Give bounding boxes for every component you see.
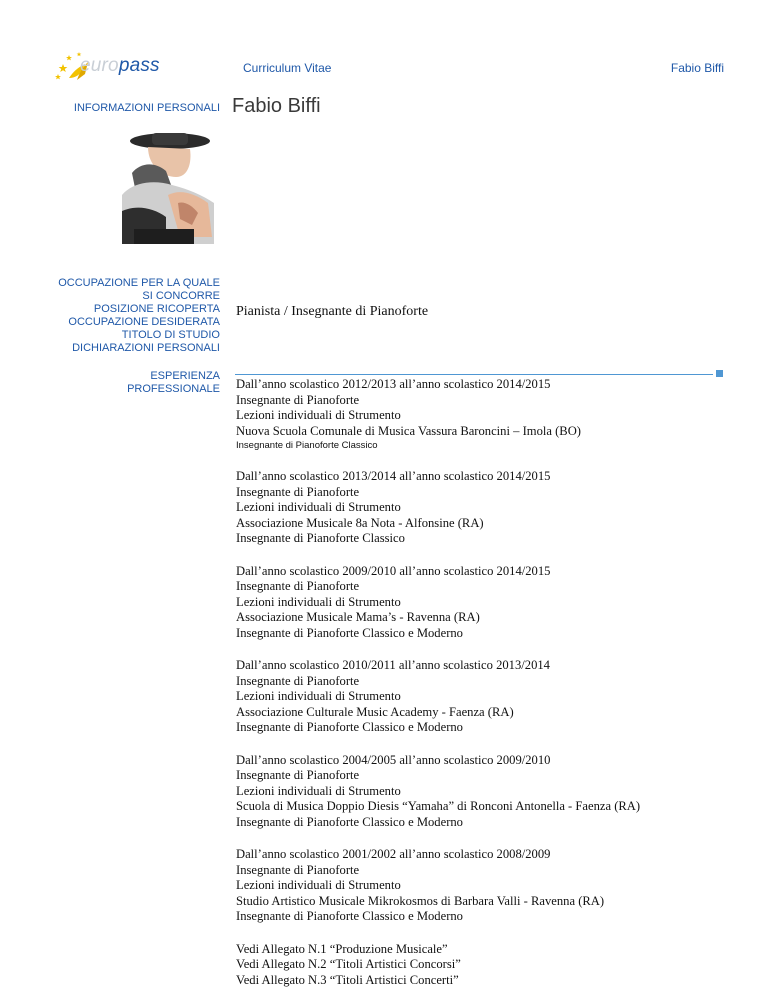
entry-activity: Lezioni individuali di Strumento	[236, 783, 401, 798]
entry-activity: Lezioni individuali di Strumento	[236, 408, 401, 422]
entry-role: Insegnante di Pianoforte	[236, 768, 360, 782]
entry-employer: Associazione Musicale 8a Nota - Alfonsine (RA)	[236, 515, 484, 530]
personal-info-label: INFORMAZIONI PERSONALI	[73, 102, 220, 114]
europass-wordmark	[80, 55, 160, 77]
experience-entry	[236, 469, 736, 547]
annex-item: Vedi Allegato N.3 “Titoli Artistici Concerti”	[236, 972, 459, 987]
occupation-label-1: OCCUPAZIONE PER LA QUALE	[58, 277, 220, 289]
entry-detail: Insegnante di Pianoforte Classico e Moderno	[236, 814, 463, 829]
entry-activity: Lezioni individuali di Strumento	[236, 689, 401, 703]
entry-employer: Associazione Musicale Mama’s - Ravenna (RA)	[236, 610, 480, 624]
entry-role: Insegnante di Pianoforte	[236, 673, 360, 688]
entry-activity: Lezioni individuali di Strumento	[236, 594, 401, 609]
occupation-label-2: SI CONCORRE	[142, 290, 220, 302]
annex-item: Vedi Allegato N.2 “Titoli Artistici Concorsi”	[236, 957, 461, 971]
entry-detail: Insegnante di Pianoforte Classico e Moderno	[236, 720, 463, 734]
logo-text-pass: pass	[118, 55, 160, 76]
occupation-labels	[58, 277, 220, 355]
experience-entry	[236, 658, 736, 736]
entry-period: Dall’anno scolastico 2012/2013 all’anno scolastico 2014/2015	[236, 377, 551, 391]
entry-detail: Insegnante di Pianoforte Classico	[236, 440, 378, 451]
entry-period: Dall’anno scolastico 2010/2011 all’anno scolastico 2013/2014	[236, 658, 550, 672]
experience-entry	[236, 847, 736, 925]
entry-role: Insegnante di Pianoforte	[236, 392, 360, 407]
entry-activity: Lezioni individuali di Strumento	[236, 878, 401, 892]
entry-employer: Nuova Scuola Comunale di Musica Vassura Baroncini – Imola (BO)	[236, 423, 581, 438]
entry-period: Dall’anno scolastico 2013/2014 all’anno scolastico 2014/2015	[236, 469, 551, 483]
profile-photo	[122, 133, 219, 244]
entry-detail: Insegnante di Pianoforte Classico e Moderno	[236, 625, 463, 640]
annex-list	[236, 942, 736, 989]
experience-label	[127, 370, 220, 396]
experience-entry	[236, 753, 736, 831]
entry-employer: Scuola di Musica Doppio Diesis “Yamaha” di Ronconi Antonella - Faenza (RA)	[236, 799, 641, 813]
occupation-label-3: POSIZIONE RICOPERTA	[93, 303, 220, 315]
occupation-label-4: OCCUPAZIONE DESIDERATA	[68, 316, 220, 328]
full-name-heading: Fabio Biffi	[232, 95, 321, 117]
entry-detail: Insegnante di Pianoforte Classico	[236, 531, 405, 545]
experience-list	[236, 377, 736, 988]
entry-period: Dall’anno scolastico 2009/2010 all’anno scolastico 2014/2015	[236, 563, 551, 578]
entry-role: Insegnante di Pianoforte	[236, 579, 360, 593]
experience-entry	[236, 564, 736, 642]
entry-role: Insegnante di Pianoforte	[236, 484, 360, 499]
annex-item: Vedi Allegato N.1 “Produzione Musicale”	[236, 941, 448, 956]
header-name: Fabio Biffi	[670, 61, 724, 75]
entry-employer: Associazione Culturale Music Academy - Faenza (RA)	[236, 704, 514, 719]
entry-period: Dall’anno scolastico 2001/2002 all’anno scolastico 2008/2009	[236, 847, 551, 861]
entry-role: Insegnante di Pianoforte	[236, 862, 360, 877]
section-divider-marker	[716, 370, 723, 377]
header-document-title: Curriculum Vitae	[243, 61, 332, 75]
occupation-value: Pianista / Insegnante di Pianoforte	[236, 304, 429, 319]
occupation-label-6: DICHIARAZIONI PERSONALI	[72, 342, 220, 354]
entry-period: Dall’anno scolastico 2004/2005 all’anno scolastico 2009/2010	[236, 752, 551, 767]
experience-label-2: PROFESSIONALE	[127, 383, 220, 395]
experience-entry	[236, 377, 736, 452]
section-divider	[235, 374, 713, 375]
logo-text-euro: euro	[80, 55, 119, 76]
experience-label-1: ESPERIENZA	[150, 370, 220, 382]
occupation-label-5: TITOLO DI STUDIO	[121, 329, 220, 341]
entry-detail: Insegnante di Pianoforte Classico e Moderno	[236, 909, 463, 923]
entry-activity: Lezioni individuali di Strumento	[236, 500, 401, 514]
entry-employer: Studio Artistico Musicale Mikrokosmos di Barbara Valli - Ravenna (RA)	[236, 893, 605, 908]
